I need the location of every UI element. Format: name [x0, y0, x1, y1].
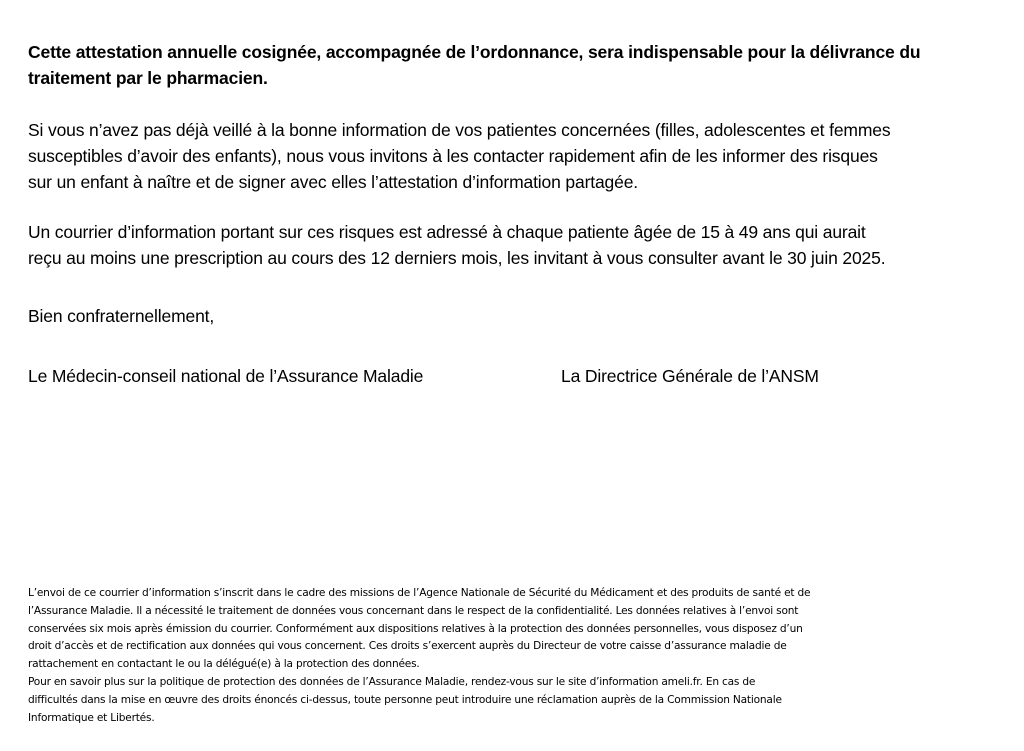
footnote-line: conservées six mois après émission du courrier. Conformément aux dispositions relatives à la protection des données personnelles, vous disposez d’un [28, 622, 803, 635]
footnote-line: Informatique et Libertés. [28, 711, 155, 724]
closing-salutation: Bien confraternellement, [28, 306, 215, 326]
footnote-line: Pour en savoir plus sur la politique de protection des données de l’Assurance Maladie, rendez-vous sur le site d’information ameli.fr. En cas de [28, 675, 756, 688]
courrier-line: reçu au moins une prescription au cours des 12 derniers mois, les invitant à vous consulter avant le 30 juin 2025. [28, 248, 886, 268]
footnote-line: L’envoi de ce courrier d’information s’inscrit dans le cadre des missions de l’Agence Nationale de Sécurité du Médicament et des produits de santé et de [28, 587, 811, 599]
signature-directrice-ansm: La Directrice Générale de l’ANSM [561, 366, 819, 386]
information-line: sur un enfant à naître et de signer avec elles l’attestation d’information partagée. [28, 172, 639, 192]
footnote-line: difficultés dans la mise en œuvre des droits énoncés ci-dessus, toute personne peut introduire une réclamation auprès de la Commission Nationale [28, 693, 782, 706]
courrier-paragraph [28, 219, 885, 271]
footnote-line: l’Assurance Maladie. Il a nécessité le traitement de données vous concernant dans le respect de la confidentialité. Les données relatives à l’envoi sont [28, 604, 799, 617]
footnote-line: rattachement en contactant le ou la délégué(e) à la protection des données. [28, 658, 420, 671]
signature-medecin-conseil: Le Médecin-conseil national de l’Assurance Maladie [28, 366, 424, 386]
attestation-line: Cette attestation annuelle cosignée, accompagnée de l’ordonnance, sera indispensable pour la délivrance du [28, 42, 921, 62]
footnote-line: droit d’accès et de rectification aux données qui vous concernent. Ces droits s’exercent auprès du Directeur de votre caisse d’assurance maladie de [28, 640, 787, 653]
attestation-line: traitement par le pharmacien. [28, 68, 268, 88]
attestation-paragraph [28, 39, 920, 91]
courrier-line: Un courrier d’information portant sur ces risques est adressé à chaque patiente âgée de 15 à 49 ans qui aurait [28, 222, 866, 242]
information-line: susceptibles d’avoir des enfants), nous vous invitons à les contacter rapidement afin de les informer des risques [28, 146, 878, 166]
information-paragraph [28, 117, 890, 195]
information-line: Si vous n’avez pas déjà veillé à la bonne information de vos patientes concernées (filles, adolescentes et femmes [28, 120, 891, 140]
data-protection-footnote [28, 585, 978, 727]
